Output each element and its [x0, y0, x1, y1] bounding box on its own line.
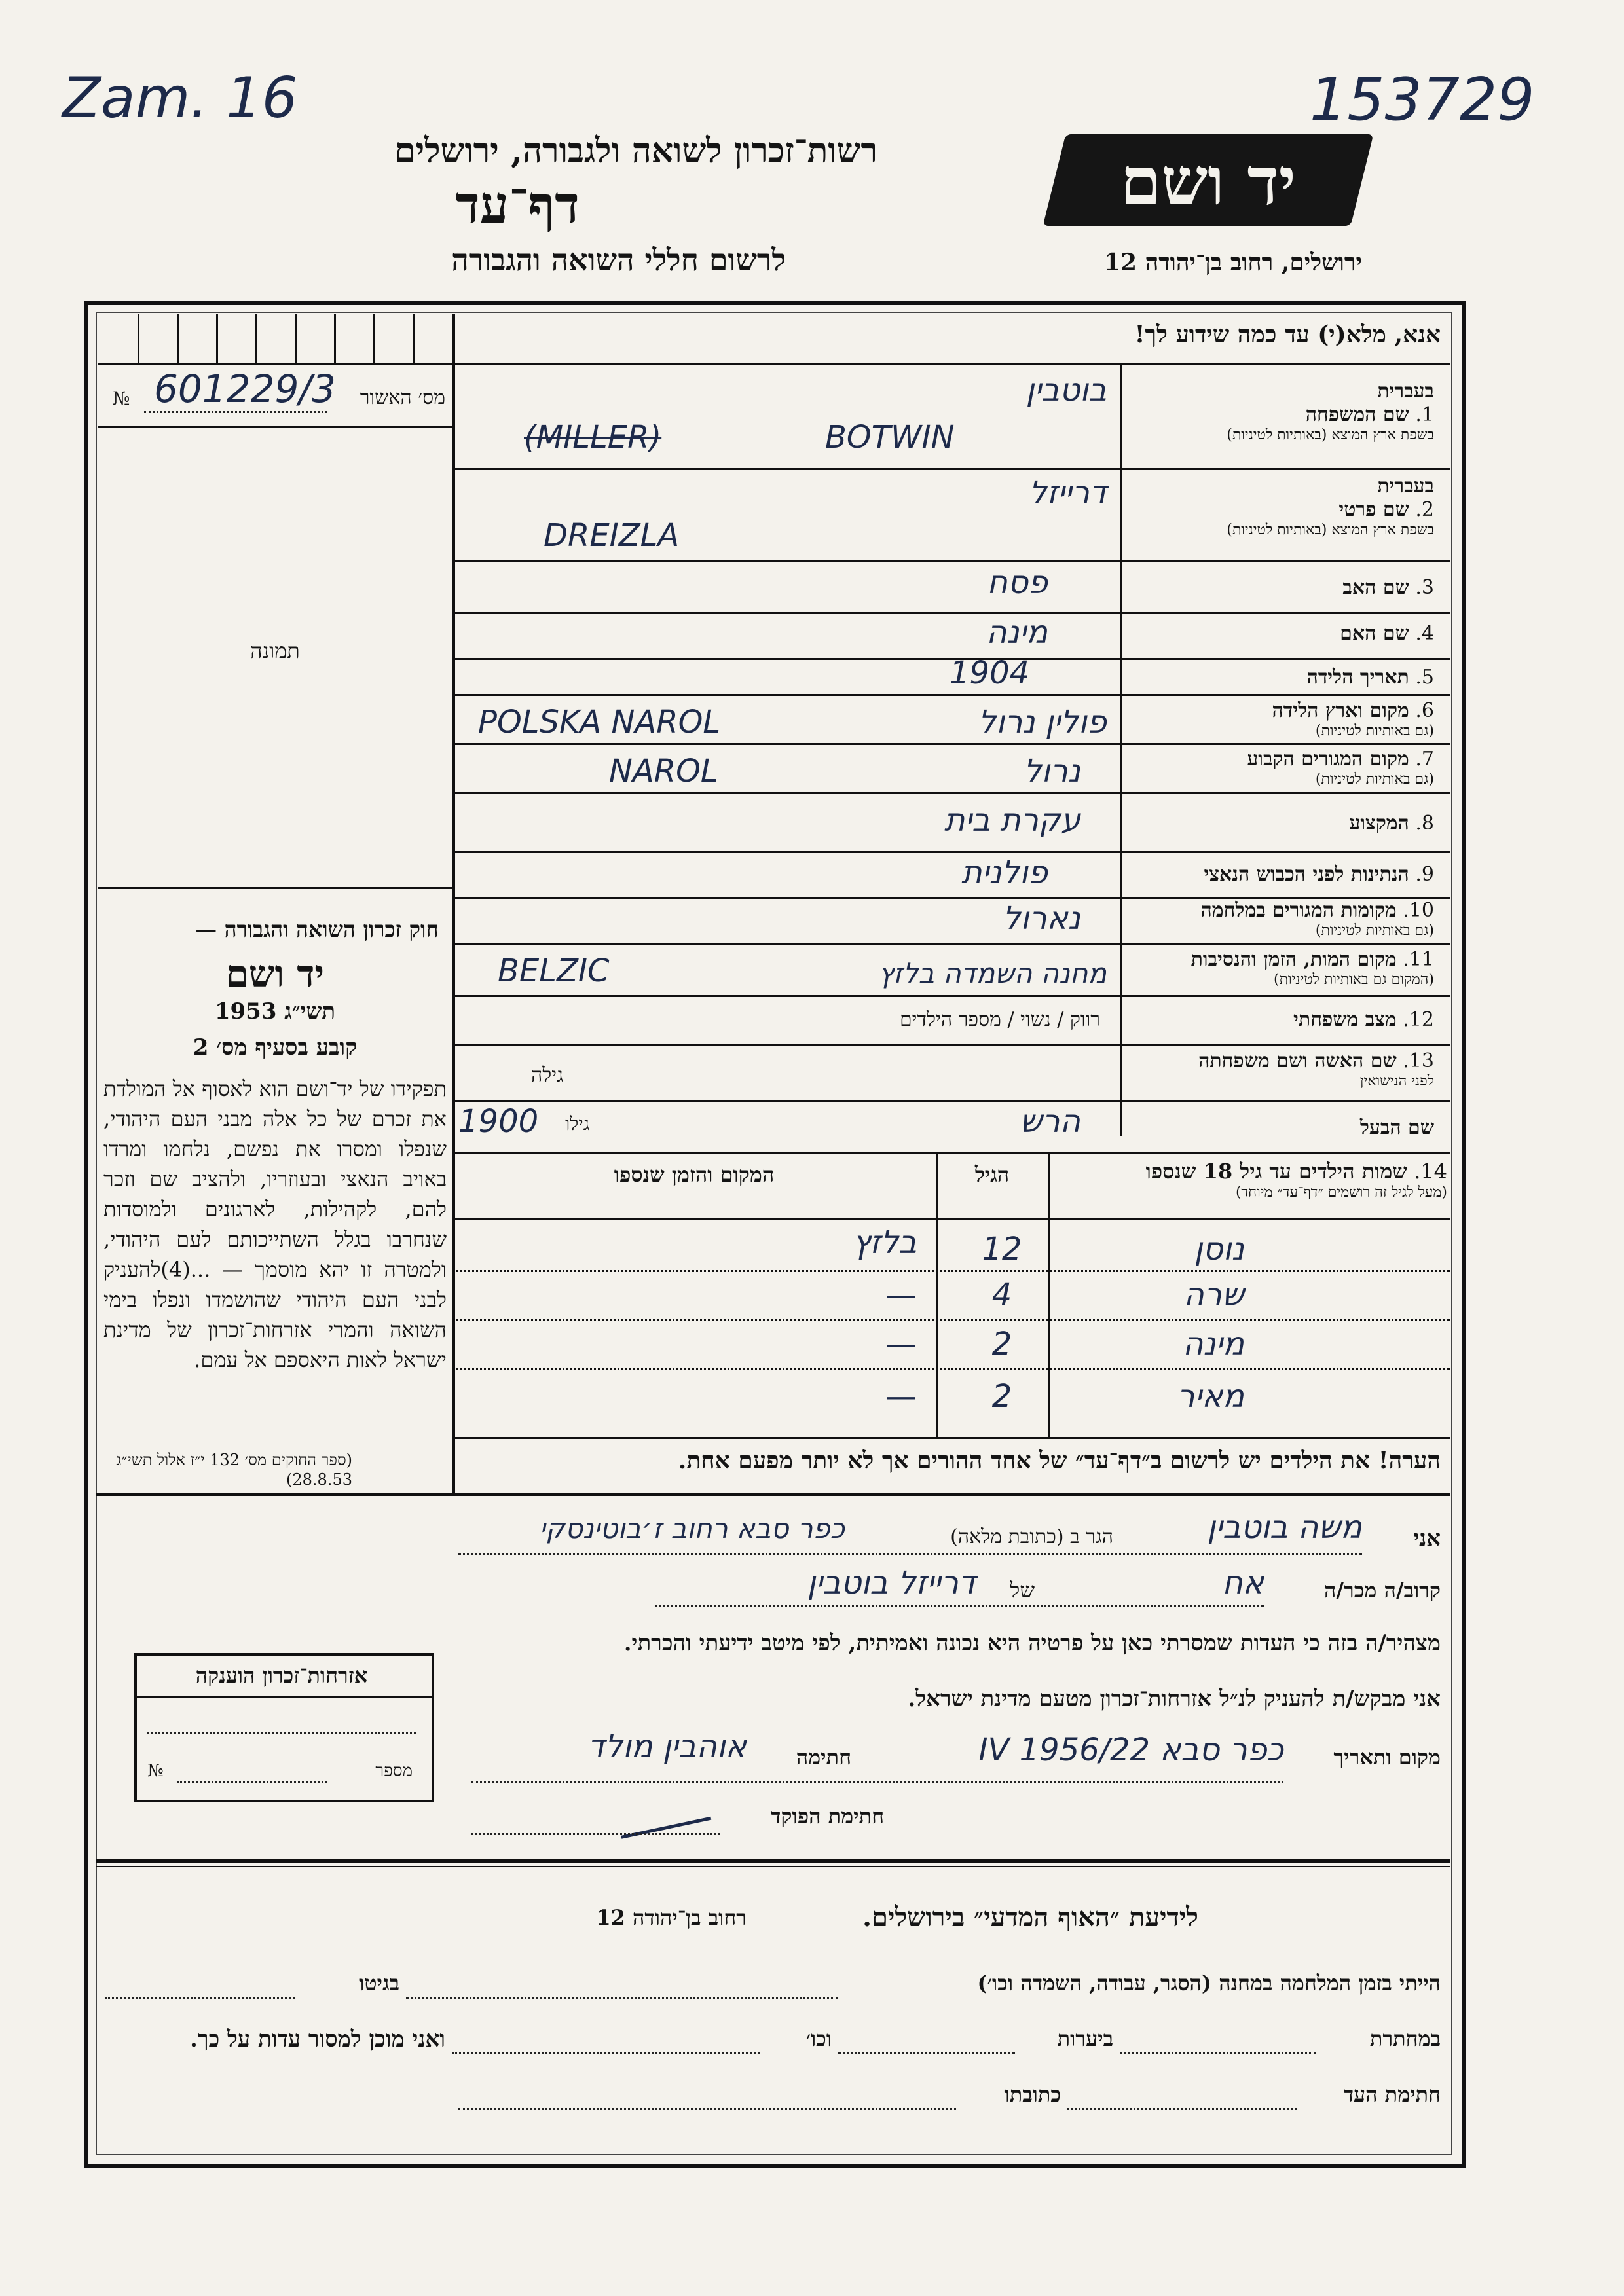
approval-no-sign: №	[113, 388, 130, 409]
field-8-value: עקרת בית	[944, 802, 1080, 839]
footer-line3-a: חתימת העד	[1343, 2082, 1441, 2107]
field-1-value-hebrew: בוטבין	[1025, 372, 1107, 409]
field-12-options: רווק / נשוי / מספר הילדים	[899, 1008, 1100, 1031]
field-13-label: 13. שם האשה ושם משפחתה לפני הנישואין	[1198, 1049, 1434, 1089]
intro-line: אנא, מלא(י) עד כמה שידוע לך!	[1134, 321, 1441, 348]
field-1-value-latin: BOTWIN	[825, 419, 955, 456]
field-12-label: 12. מצב משפחתי	[1293, 1008, 1434, 1031]
child-3-name: מינה	[1183, 1326, 1244, 1362]
law-year: תשי״ג 1953	[214, 998, 336, 1025]
citizenship-no-sign: №	[147, 1761, 164, 1781]
footer-line1-a: הייתי בזמן המלחמה במחנה (הסגר, עבודה, השמדה וכו׳)	[977, 1971, 1441, 1995]
decl-address-value: כפר סבא רחוב ז׳בוטינסקי	[539, 1512, 845, 1544]
child-1-age: 12	[982, 1231, 1022, 1267]
field-11-value-latin: BELZIC	[498, 953, 610, 989]
institute-line: רשות־זכרון לשואה ולגבורה, ירושלים	[394, 131, 877, 171]
citizenship-number-label: מספר	[375, 1761, 413, 1781]
approval-number: 601229/3	[154, 367, 336, 411]
child-1-name: נוסן	[1194, 1231, 1244, 1267]
field-2-value-hebrew: דרייזל	[1029, 475, 1107, 511]
children-col-age: הגיל	[974, 1162, 1010, 1187]
footer-line3-b: כתובתו	[1004, 2082, 1061, 2107]
decl-statement: מצהיר/ה בזה כי העדות שמסרתי כאן על פרטיה היא נכונה ואמיתית, לפי מיטב ידיעתי והכרתי.	[623, 1630, 1441, 1656]
children-col-place: המקום והזמן שנספו	[614, 1162, 775, 1187]
decl-signature-value: אוהבין מולד	[587, 1728, 747, 1765]
decl-place-date-label: מקום ותאריך	[1333, 1745, 1441, 1770]
field-1-label: בעברית 1. שם המשפחה בשפת ארץ המוצא (באותיות לטיניות)	[1227, 380, 1434, 443]
field-10-label: 10. מקומות המגורים במלחמה (גם באותיות לטיניות)	[1200, 899, 1434, 939]
decl-name-value: משה בוטבין	[1207, 1509, 1362, 1546]
child-2-name: שרה	[1183, 1277, 1244, 1313]
field-2-label: בעברית 2. שם פרטי בשפת ארץ המוצא (באותיות לטיניות)	[1227, 475, 1434, 538]
field-5-label: 5. תאריך הלידה	[1306, 666, 1434, 689]
form-subtitle: לרשום חללי השואה והגבורה	[451, 242, 786, 278]
field-1-value-struck: (MILLER)	[524, 419, 662, 456]
child-4-name: מאיר	[1177, 1378, 1244, 1415]
field-9-label: 9. הנתינות לפני הכבוש הנאצי	[1204, 863, 1434, 886]
decl-signature-label: חתימה	[796, 1745, 851, 1770]
logo-text: יד ושם	[1120, 143, 1296, 220]
field-4-label: 4. שם האם	[1340, 622, 1434, 645]
decl-officer-label: חתימת הפוקד	[771, 1804, 884, 1829]
footer-address: רחוב בן־יהודה 12	[596, 1905, 747, 1930]
law-title: חוק זכרון השואה והגבורה —	[195, 917, 439, 942]
husband-age-prefix: גילו	[565, 1113, 589, 1135]
field-11-value-hebrew: מחנה השמדה בלזץ	[878, 957, 1107, 989]
husband-age-value: 1900	[458, 1103, 539, 1140]
citizenship-title: אזרחות־זכרון הוענקה	[195, 1663, 368, 1688]
field-7-value-hebrew: נרול	[1024, 753, 1080, 790]
header-address: ירושלים, רחוב בן־יהודה 12	[1103, 249, 1362, 276]
footer-line1-b: בגיטו	[359, 1971, 399, 1995]
decl-relation-value: אח	[1222, 1565, 1264, 1601]
child-1-place: בלזץ	[853, 1224, 917, 1261]
tick-row-line	[98, 363, 452, 365]
field-8-label: 8. המקצוע	[1349, 812, 1434, 835]
child-3-place: —	[885, 1326, 917, 1362]
label-value-divider	[1120, 363, 1122, 1136]
footer-line2-b: ביערות	[1057, 2026, 1113, 2051]
field-7-label: 7. מקום המגורים הקבוע (גם באותיות לטיניות)	[1247, 748, 1434, 788]
field-11-label: 11. מקום המות, הזמן והנסיבות (המקום גם באותיות לטיניות)	[1190, 948, 1434, 988]
field-7-value-latin: NAROL	[609, 753, 718, 790]
field-6-label: 6. מקום וארץ הלידה (גם באותיות לטיניות)	[1272, 699, 1434, 739]
footer-line2-a: במחתרת	[1369, 2026, 1441, 2051]
law-clause: קובע בסעיף מס׳ 2	[193, 1034, 358, 1061]
field-4-value: מינה	[986, 614, 1048, 651]
field-6-value-latin: POLSKA NAROL	[478, 704, 721, 740]
footer-line2-d: ואני מוכן למסור עדות על כך.	[190, 2026, 445, 2052]
left-column-divider	[452, 314, 455, 1493]
husband-label: שם הבעל	[1359, 1116, 1434, 1139]
law-reference: (ספר החוקים מס׳ 132 י״ז אלול תשי״ג 28.8.53)	[116, 1451, 352, 1489]
hand-note-left: Zam. 16	[62, 65, 298, 131]
field-13-age-label: גילה	[530, 1064, 563, 1087]
child-2-place: —	[885, 1277, 917, 1313]
decl-place-date-value: כפר סבא 22/IV 1956	[978, 1732, 1283, 1768]
decl-lives-label: הגר ב (כתובת מלאה)	[950, 1525, 1113, 1548]
photo-label: תמונה	[250, 638, 300, 663]
approval-label: מס׳ האשור	[360, 386, 445, 409]
decl-relation-label: קרוב/ה מכר/ה	[1323, 1578, 1441, 1603]
decl-of-value: דרייזל בוטבין	[807, 1565, 976, 1601]
children-note: הערה! את הילדים יש לרשום ב״דף־עד״ של אחד ההורים אך לא יותר מפעם אחת.	[678, 1447, 1441, 1474]
footer-line2-c: וכו׳	[805, 2026, 832, 2051]
decl-ani: אני	[1413, 1525, 1441, 1552]
decl-of-label: של	[1010, 1578, 1035, 1603]
children-title: 14. שמות הילדים עד גיל 18 שנספו (מעל לגיל זה רושמים ״דף־עד״ מיוחד)	[1145, 1159, 1447, 1201]
field-10-value: נארול	[1003, 900, 1080, 937]
hand-number-right: 153729	[1310, 65, 1535, 134]
law-logo: יד ושם	[225, 953, 325, 996]
field-6-value-hebrew: פולין נרול	[978, 704, 1107, 740]
child-4-age: 2	[991, 1378, 1012, 1415]
field-3-value: פסח	[987, 564, 1048, 601]
field-9-value: פולנית	[961, 854, 1048, 891]
child-2-age: 4	[991, 1277, 1012, 1313]
husband-value: הרש	[1020, 1103, 1080, 1140]
child-4-place: —	[885, 1378, 917, 1415]
form-title: דף־עד	[455, 175, 580, 235]
field-3-label: 3. שם האב	[1342, 576, 1434, 599]
field-5-value: 1904	[950, 655, 1030, 691]
field-2-value-latin: DREIZLA	[544, 517, 680, 554]
law-body: תפקידו של יד־ושם הוא לאסוף אל המולדת את זכרם של כל אלה מבני העם היהודי, שנפלו ומסרו את נפשם, נלחמו ומרדו באויב הנאצי ובעוזריו, ולהציב שם וזכר להם, לקהילות, לארגונים ולמוסדות שנחרבו בגלל השתייכותם לעם היהודי, ולמטרה זו יהא מוסמך — ...(4)להעניק לבני העם היהודי שהושמדו ונפלו בימי השואה והמרי אזרחות־זכרון של מדינת ישראל לאות היאספם אל עמם.	[103, 1076, 447, 1372]
decl-request: אני מבקש/ת להעניק לנ״ל אזרחות־זכרון מטעם מדינת ישראל.	[908, 1686, 1441, 1712]
footer-title: לידיעת ״האוף המדעי״ בירושלים.	[862, 1902, 1198, 1933]
child-3-age: 2	[991, 1326, 1012, 1362]
